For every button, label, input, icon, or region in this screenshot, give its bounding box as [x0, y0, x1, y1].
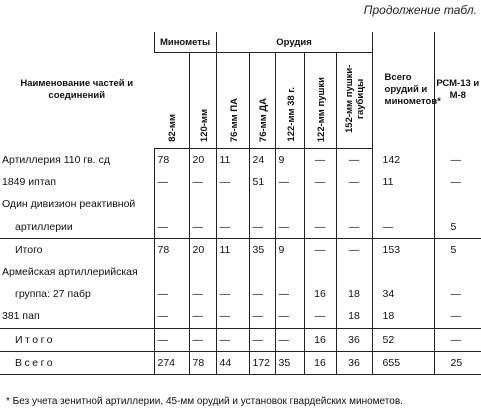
cell: 20: [189, 238, 216, 261]
continuation-label: Продолжение табл.: [363, 3, 477, 17]
cell: —: [434, 283, 481, 305]
cell: 35: [275, 351, 304, 374]
cell: —: [275, 171, 304, 193]
cell: —: [304, 216, 336, 239]
cell: 274: [154, 351, 189, 374]
cell: —: [304, 305, 336, 328]
cell: —: [434, 305, 481, 328]
cell: [372, 261, 434, 283]
cell: —: [434, 171, 481, 193]
table-row: [0, 351, 481, 374]
cell: 655: [372, 351, 434, 374]
header-total: Всего орудий и минометов*: [372, 32, 434, 149]
cell: —: [336, 149, 372, 172]
cell: —: [216, 328, 249, 351]
footnote: * Без учета зенитной артиллерии, 45-мм орудий и установок гвардейских минометов.: [6, 396, 403, 407]
header-col-152: 152-мм пушки-гаубицы: [336, 53, 372, 149]
cell: 44: [216, 351, 249, 374]
cell: 18: [372, 305, 434, 328]
header-col-76da: 76-мм ДА: [249, 53, 275, 149]
row-label: группа: 27 пабр: [15, 288, 91, 301]
cell: 25: [434, 351, 481, 374]
cell: 24: [249, 149, 275, 172]
cell: —: [154, 283, 189, 305]
cell: —: [336, 171, 372, 193]
table-row: [0, 328, 481, 351]
cell: —: [304, 171, 336, 193]
cell: —: [434, 328, 481, 351]
row-label: Итого: [0, 328, 154, 351]
header-mortars: Минометы: [154, 32, 216, 53]
header-rsm: РСМ-13 и М-8: [434, 32, 481, 149]
cell: 16: [304, 328, 336, 351]
cell: 78: [154, 149, 189, 172]
cell: —: [154, 216, 189, 239]
header-col-120mm: 120-мм: [189, 53, 216, 149]
cell: [249, 261, 275, 283]
cell: 153: [372, 238, 434, 261]
cell: —: [304, 238, 336, 261]
cell: [216, 261, 249, 283]
cell: 9: [275, 149, 304, 172]
cell: 5: [434, 216, 481, 239]
row-label: артиллерии: [15, 220, 73, 233]
table-row: [0, 171, 481, 193]
cell: 20: [189, 149, 216, 172]
cell: [304, 193, 336, 215]
cell: —: [189, 328, 216, 351]
cell: 36: [336, 328, 372, 351]
cell: —: [216, 171, 249, 193]
cell: 16: [304, 351, 336, 374]
cell: 34: [372, 283, 434, 305]
table-row: [0, 261, 481, 283]
cell: —: [275, 283, 304, 305]
cell: [154, 193, 189, 215]
cell: —: [275, 216, 304, 239]
cell: [275, 261, 304, 283]
artillery-table: [0, 32, 481, 375]
row-label: Всего: [0, 351, 154, 374]
cell: —: [154, 328, 189, 351]
cell: —: [434, 149, 481, 172]
cell: [304, 261, 336, 283]
cell: —: [304, 149, 336, 172]
cell: —: [216, 283, 249, 305]
cell: —: [154, 171, 189, 193]
header-name: Наименование частей и соединений: [20, 78, 134, 102]
cell: [372, 193, 434, 215]
cell: 78: [189, 351, 216, 374]
cell: [336, 261, 372, 283]
table-row: [0, 238, 481, 261]
cell: 11: [216, 238, 249, 261]
cell: [189, 193, 216, 215]
cell: [216, 193, 249, 215]
cell: —: [189, 305, 216, 328]
row-label: Артиллерия 110 гв. сд: [2, 153, 110, 166]
cell: —: [189, 216, 216, 239]
cell: 11: [372, 171, 434, 193]
cell: 5: [434, 238, 481, 261]
table-row: [0, 283, 481, 305]
cell: [154, 261, 189, 283]
cell: —: [216, 305, 249, 328]
cell: 52: [372, 328, 434, 351]
cell: [434, 261, 481, 283]
header-guns: Орудия: [216, 32, 372, 53]
cell: —: [275, 305, 304, 328]
table-row: [0, 305, 481, 328]
cell: 36: [336, 351, 372, 374]
cell: 18: [336, 283, 372, 305]
cell: —: [189, 171, 216, 193]
cell: —: [336, 238, 372, 261]
cell: —: [275, 328, 304, 351]
cell: [275, 193, 304, 215]
header-col-122-38: 122-мм 38 г.: [275, 53, 304, 149]
cell: —: [372, 216, 434, 239]
cell: —: [336, 216, 372, 239]
row-label: Армейская артиллерийская: [2, 266, 138, 279]
table-row: [0, 149, 481, 172]
cell: [336, 193, 372, 215]
cell: [434, 193, 481, 215]
cell: 51: [249, 171, 275, 193]
cell: —: [216, 216, 249, 239]
cell: —: [154, 305, 189, 328]
cell: 18: [336, 305, 372, 328]
row-label: 1849 иптап: [2, 176, 57, 189]
header-col-122-gun: 122-мм пушки: [304, 53, 336, 149]
cell: —: [189, 283, 216, 305]
cell: 142: [372, 149, 434, 172]
cell: [189, 261, 216, 283]
table-row: [0, 216, 481, 239]
table-row: [0, 193, 481, 215]
cell: 35: [249, 238, 275, 261]
cell: [249, 193, 275, 215]
cell: —: [249, 328, 275, 351]
header-col-82mm: 82-мм: [154, 53, 189, 149]
row-label: Итого: [0, 238, 154, 261]
cell: 11: [216, 149, 249, 172]
row-label: 381 пап: [2, 310, 40, 323]
cell: —: [249, 305, 275, 328]
cell: 172: [249, 351, 275, 374]
cell: —: [249, 283, 275, 305]
header-col-76pa: 76-мм ПА: [216, 53, 249, 149]
cell: 9: [275, 238, 304, 261]
row-label: Один дивизион реактивной: [2, 198, 136, 211]
cell: 16: [304, 283, 336, 305]
cell: 78: [154, 238, 189, 261]
cell: —: [249, 216, 275, 239]
